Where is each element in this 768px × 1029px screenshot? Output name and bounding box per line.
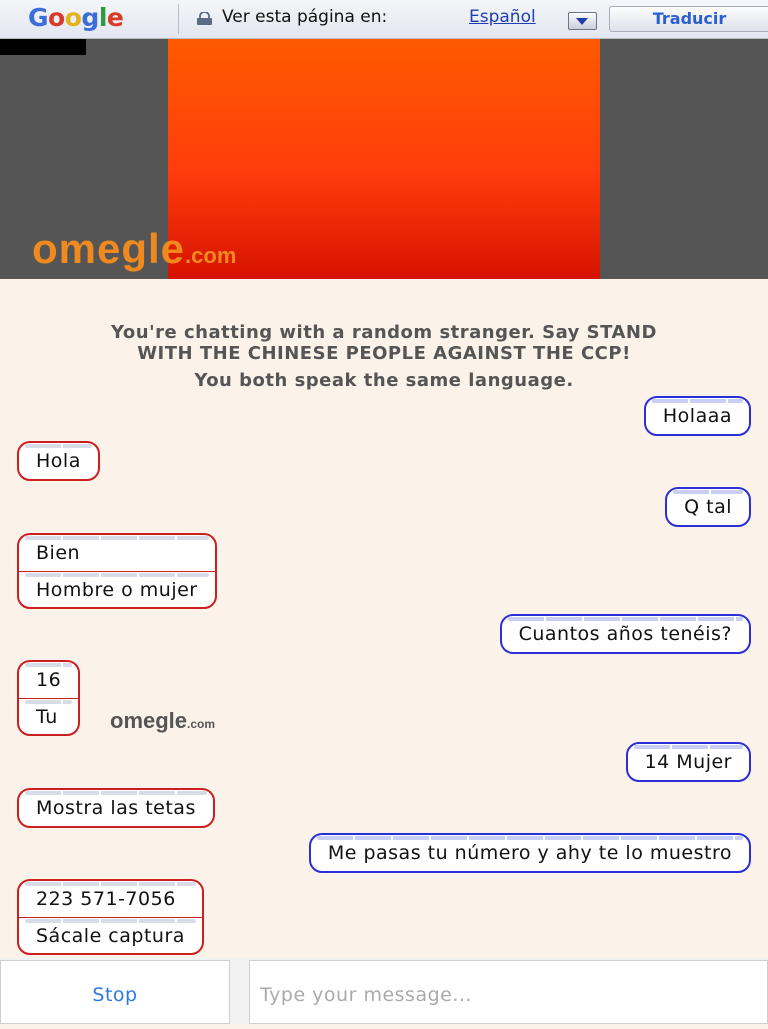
translate-button[interactable]: Traducir — [609, 6, 768, 32]
message-stranger — [17, 660, 80, 736]
message-line: Me pasas tu número y ahy te lo muestro — [311, 835, 749, 871]
message-stranger — [17, 879, 204, 955]
chat-controls — [0, 958, 768, 1024]
notice-line-2: WITH THE CHINESE PEOPLE AGAINST THE CCP! — [137, 343, 631, 364]
logo-suffix: .com — [185, 243, 237, 268]
message-you — [665, 487, 751, 527]
message-line: 16 — [19, 662, 78, 698]
message-line: 223 571-7056 — [19, 881, 202, 917]
message-stranger — [17, 788, 215, 828]
message-input[interactable]: Type your message... — [249, 960, 768, 1024]
notice-line-1: You're chatting with a random stranger. Say STAND — [111, 322, 657, 343]
lock-icon — [196, 12, 213, 25]
divider — [178, 4, 179, 34]
message-you — [309, 833, 751, 873]
language-link[interactable]: Español — [469, 7, 536, 27]
message-line: 14 Mujer — [628, 744, 749, 780]
video-header — [0, 39, 768, 279]
language-dropdown-icon[interactable] — [568, 12, 597, 30]
message-line: Q tal — [667, 489, 749, 525]
google-logo[interactable]: Google — [28, 3, 124, 32]
message-line: Bien — [19, 535, 215, 571]
message-stranger — [17, 533, 217, 609]
message-line: Hombre o mujer — [19, 571, 215, 607]
message-line: Tu — [19, 698, 78, 734]
watermark-suffix: .com — [187, 717, 216, 731]
stop-button[interactable]: Stop — [0, 960, 230, 1024]
message-line: Holaaa — [646, 398, 749, 434]
same-language-notice: You both speak the same language. — [194, 370, 574, 391]
message-stranger — [17, 441, 100, 481]
watermark-main: omegle — [110, 708, 188, 733]
logo-main: omegle — [32, 225, 186, 272]
omegle-logo[interactable] — [32, 225, 236, 273]
omegle-watermark — [110, 708, 215, 734]
message-line: Cuantos años tenéis? — [502, 616, 749, 652]
message-line: Hola — [19, 443, 98, 479]
message-you — [626, 742, 751, 782]
message-line: Mostra las tetas — [19, 790, 213, 826]
message-you — [644, 396, 751, 436]
message-line: Sácale captura — [19, 917, 202, 953]
chat-notice — [0, 322, 768, 391]
view-page-in-label: Ver esta página en: — [222, 7, 388, 27]
message-you — [500, 614, 751, 654]
google-translate-bar — [0, 0, 768, 39]
black-bar — [0, 39, 86, 55]
